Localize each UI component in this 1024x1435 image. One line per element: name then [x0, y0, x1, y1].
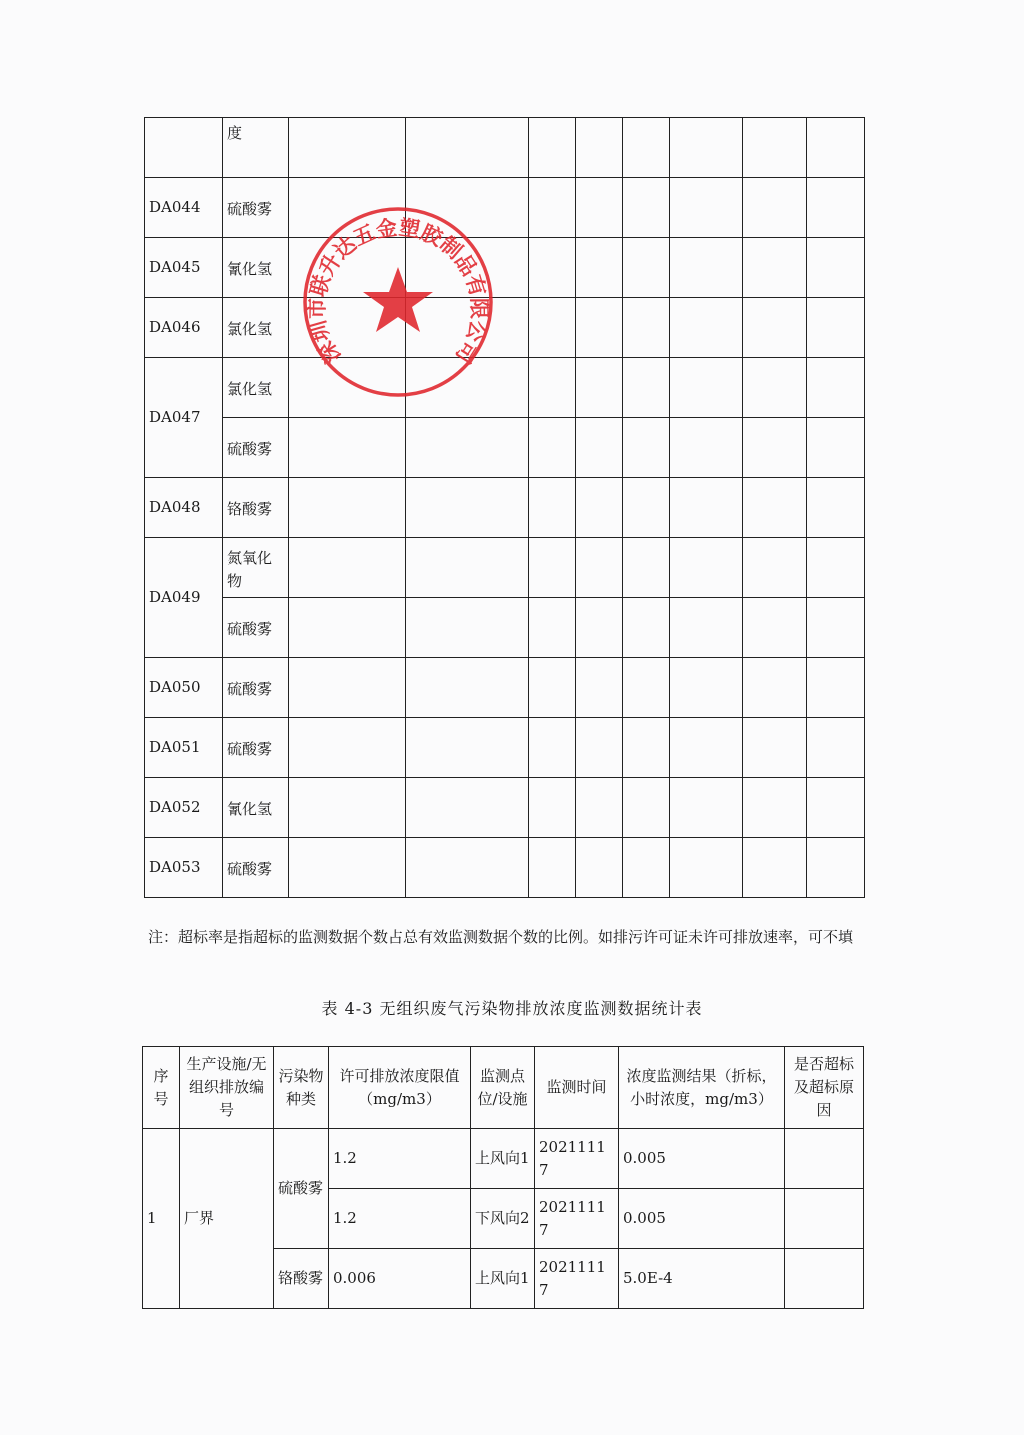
table-cell	[623, 778, 670, 838]
table-cell	[623, 538, 670, 598]
facility-id: 厂界	[180, 1129, 274, 1309]
pollutant-name: 硫酸雾	[223, 658, 289, 718]
table-cell	[576, 478, 623, 538]
table-cell	[743, 838, 807, 898]
table-cell	[623, 418, 670, 478]
table-cell	[743, 478, 807, 538]
table-cell	[670, 658, 743, 718]
pollutant-name: 氯化氢	[223, 358, 289, 418]
outlet-id: DA044	[145, 178, 223, 238]
result-value: 0.005	[619, 1189, 785, 1249]
outlet-id: DA049	[145, 538, 223, 658]
table-cell	[529, 238, 576, 298]
exceed-status	[785, 1189, 864, 1249]
table-cell	[807, 358, 865, 418]
limit-value: 1.2	[329, 1189, 471, 1249]
table-cell	[289, 358, 406, 418]
table-caption: 表 4-3 无组织废气污染物排放浓度监测数据统计表	[321, 999, 703, 1018]
table-cell	[406, 298, 529, 358]
table-cell	[529, 418, 576, 478]
table-cell	[670, 838, 743, 898]
table-cell	[807, 298, 865, 358]
table-cell	[576, 658, 623, 718]
result-value: 5.0E-4	[619, 1249, 785, 1309]
table-cell	[529, 178, 576, 238]
limit-value: 1.2	[329, 1129, 471, 1189]
table-cell	[807, 238, 865, 298]
table-cell	[670, 178, 743, 238]
table-cell	[289, 598, 406, 658]
monitoring-time: 20211117	[535, 1189, 619, 1249]
table-cell	[406, 478, 529, 538]
outlet-id: DA048	[145, 478, 223, 538]
table-row	[145, 418, 865, 478]
pollutant-name: 硫酸雾	[274, 1129, 329, 1249]
pollutant-name: 硫酸雾	[223, 718, 289, 778]
table-cell	[289, 178, 406, 238]
column-header: 监测点位/设施	[471, 1047, 535, 1129]
table-cell	[576, 598, 623, 658]
table-cell	[670, 418, 743, 478]
table-cell	[289, 238, 406, 298]
table-cell	[807, 718, 865, 778]
table-cell	[743, 598, 807, 658]
table-cell	[406, 238, 529, 298]
column-header: 监测时间	[535, 1047, 619, 1129]
table-cell	[406, 658, 529, 718]
table-cell	[670, 598, 743, 658]
table-cell	[406, 418, 529, 478]
table-cell	[743, 418, 807, 478]
table-cell	[289, 478, 406, 538]
table-cell	[576, 838, 623, 898]
pollutant-name: 氮氧化物	[223, 538, 289, 598]
table-cell	[576, 298, 623, 358]
table-cell	[529, 538, 576, 598]
table-cell	[289, 718, 406, 778]
pollutant-name: 硫酸雾	[223, 178, 289, 238]
pollutant-name: 氯化氢	[223, 298, 289, 358]
pollutant-name: 硫酸雾	[223, 598, 289, 658]
table-cell	[576, 538, 623, 598]
monitoring-point: 上风向1	[471, 1249, 535, 1309]
table-cell	[289, 778, 406, 838]
table-cell	[529, 718, 576, 778]
pollutant-name: 铬酸雾	[223, 478, 289, 538]
table-row	[145, 658, 865, 718]
outlet-id: DA047	[145, 358, 223, 478]
column-header: 浓度监测结果（折标，小时浓度，mg/m3）	[619, 1047, 785, 1129]
table-cell	[529, 598, 576, 658]
table-row	[143, 1129, 864, 1189]
outlet-id: DA050	[145, 658, 223, 718]
table-cell	[670, 478, 743, 538]
table-cell	[670, 298, 743, 358]
table-cell	[623, 298, 670, 358]
table-cell	[743, 658, 807, 718]
table-cell	[529, 298, 576, 358]
emission-table-continued	[144, 117, 865, 898]
table-cell	[670, 718, 743, 778]
outlet-id: DA052	[145, 778, 223, 838]
header-fragment: 度	[223, 118, 289, 178]
table-cell	[670, 238, 743, 298]
column-header: 是否超标及超标原因	[785, 1047, 864, 1129]
table-cell	[529, 358, 576, 418]
table-row	[145, 838, 865, 898]
table-cell	[576, 178, 623, 238]
table-cell	[406, 178, 529, 238]
table-cell	[743, 358, 807, 418]
svg-text:深圳市联升达五金塑胶制品有限公司: 深圳市联升达五金塑胶制品有限公司	[303, 214, 493, 369]
pollutant-name: 硫酸雾	[223, 418, 289, 478]
table-cell	[576, 238, 623, 298]
monitoring-point: 下风向2	[471, 1189, 535, 1249]
table-cell	[743, 298, 807, 358]
table-row	[145, 478, 865, 538]
table-cell	[289, 298, 406, 358]
table-cell	[743, 778, 807, 838]
table-row	[145, 598, 865, 658]
table-row	[145, 538, 865, 598]
outlet-id: DA045	[145, 238, 223, 298]
table-cell	[743, 538, 807, 598]
limit-value: 0.006	[329, 1249, 471, 1309]
monitoring-time: 20211117	[535, 1129, 619, 1189]
table-cell	[529, 778, 576, 838]
table-note: 注：超标率是指超标的监测数据个数占总有效监测数据个数的比例。如排污许可证未许可排放速率，可不填	[148, 928, 854, 946]
table-cell	[529, 658, 576, 718]
outlet-id: DA053	[145, 838, 223, 898]
table-cell	[807, 658, 865, 718]
table-cell	[623, 178, 670, 238]
table-cell	[289, 538, 406, 598]
pollutant-name: 氰化氢	[223, 238, 289, 298]
table-cell	[623, 478, 670, 538]
table-cell	[670, 358, 743, 418]
table-cell	[807, 538, 865, 598]
table-cell	[623, 598, 670, 658]
table-cell	[406, 598, 529, 658]
table-row	[145, 178, 865, 238]
table-cell	[529, 478, 576, 538]
table-cell	[623, 718, 670, 778]
table-cell	[807, 598, 865, 658]
table-cell	[807, 418, 865, 478]
table-row	[145, 358, 865, 418]
table-row	[145, 118, 865, 178]
table-cell	[529, 838, 576, 898]
monitoring-point: 上风向1	[471, 1129, 535, 1189]
table-cell	[289, 658, 406, 718]
column-header: 许可排放浓度限值（mg/m3）	[329, 1047, 471, 1129]
table-cell	[406, 718, 529, 778]
table-cell	[289, 838, 406, 898]
table-cell	[623, 658, 670, 718]
table-cell	[807, 778, 865, 838]
table-cell	[406, 778, 529, 838]
table-cell	[670, 778, 743, 838]
monitoring-time: 20211117	[535, 1249, 619, 1309]
table-cell	[576, 418, 623, 478]
pollutant-name: 铬酸雾	[274, 1249, 329, 1309]
table-cell	[576, 778, 623, 838]
table-cell	[406, 538, 529, 598]
table-cell	[743, 238, 807, 298]
table-cell	[807, 178, 865, 238]
table-cell	[807, 478, 865, 538]
row-number: 1	[143, 1129, 180, 1309]
table-row	[145, 718, 865, 778]
table-cell	[623, 838, 670, 898]
table-cell	[406, 358, 529, 418]
table-cell	[743, 178, 807, 238]
result-value: 0.005	[619, 1129, 785, 1189]
column-header: 序号	[143, 1047, 180, 1129]
table-cell	[743, 718, 807, 778]
exceed-status	[785, 1129, 864, 1189]
table-cell	[576, 358, 623, 418]
table-cell	[576, 718, 623, 778]
table-cell	[289, 418, 406, 478]
table-cell	[145, 118, 223, 178]
table-row	[145, 238, 865, 298]
pollutant-name: 氰化氢	[223, 778, 289, 838]
table-cell	[623, 238, 670, 298]
column-header: 生产设施/无组织排放编号	[180, 1047, 274, 1129]
column-header: 污染物种类	[274, 1047, 329, 1129]
table-row	[145, 778, 865, 838]
table-cell	[670, 538, 743, 598]
outlet-id: DA046	[145, 298, 223, 358]
fugitive-emission-table	[142, 1046, 864, 1309]
table-cell	[807, 838, 865, 898]
table-row	[145, 298, 865, 358]
table-cell	[406, 838, 529, 898]
outlet-id: DA051	[145, 718, 223, 778]
exceed-status	[785, 1249, 864, 1309]
pollutant-name: 硫酸雾	[223, 838, 289, 898]
table-header-row	[143, 1047, 864, 1129]
table-cell	[623, 358, 670, 418]
